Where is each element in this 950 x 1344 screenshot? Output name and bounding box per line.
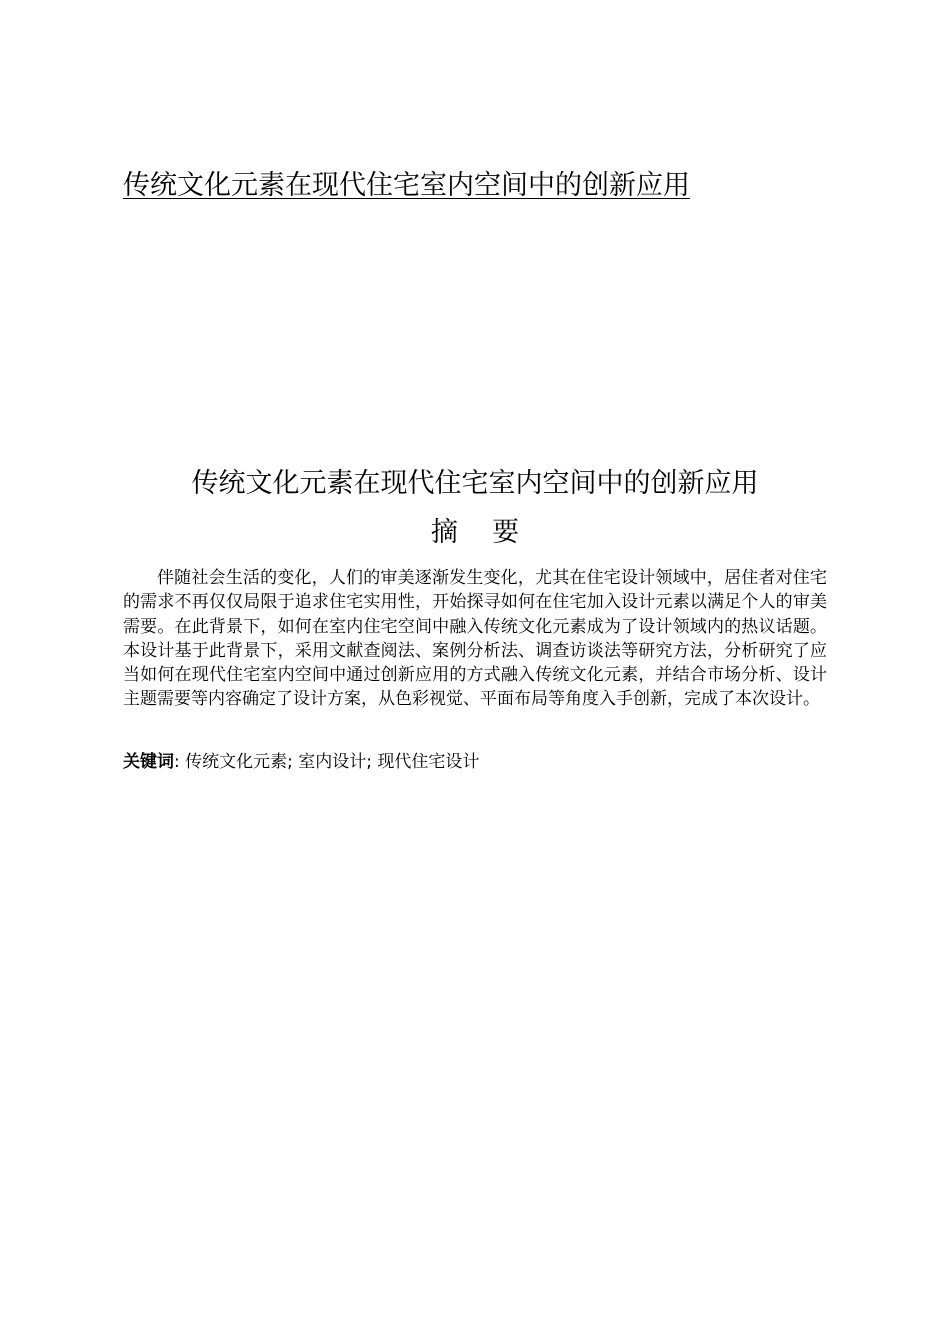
keywords-line bbox=[123, 750, 479, 774]
keywords-label: 关键词 bbox=[123, 752, 174, 772]
abstract-title: 传统文化元素在现代住宅室内空间中的创新应用 bbox=[191, 468, 759, 499]
keywords-value: 传统文化元素; 室内设计; 现代住宅设计 bbox=[185, 752, 480, 772]
cover-title: 传统文化元素在现代住宅室内空间中的创新应用 bbox=[123, 170, 690, 201]
abstract-heading: 摘 要 bbox=[430, 517, 520, 548]
keywords-separator: : bbox=[174, 752, 186, 772]
abstract-body: 伴随社会生活的变化，人们的审美逐渐发生变化，尤其在住宅设计领域中，居住者对住宅的需求不再仅仅局限于追求住宅实用性，开始探寻如何在住宅加入设计元素以满足个人的审美需要。在此背景下，如何在室内住宅空间中融入传统文化元素成为了设计领域内的热议话题。本设计基于此背景下，采用文献查阅法、案例分析法、调查访谈法等研究方法，分析研究了应当如何在现代住宅室内空间中通过创新应用的方式融入传统文化元素，并结合市场分析、设计主题需要等内容确定了设计方案，从色彩视觉、平面布局等角度入手创新，完成了本次设计。 bbox=[123, 568, 827, 710]
